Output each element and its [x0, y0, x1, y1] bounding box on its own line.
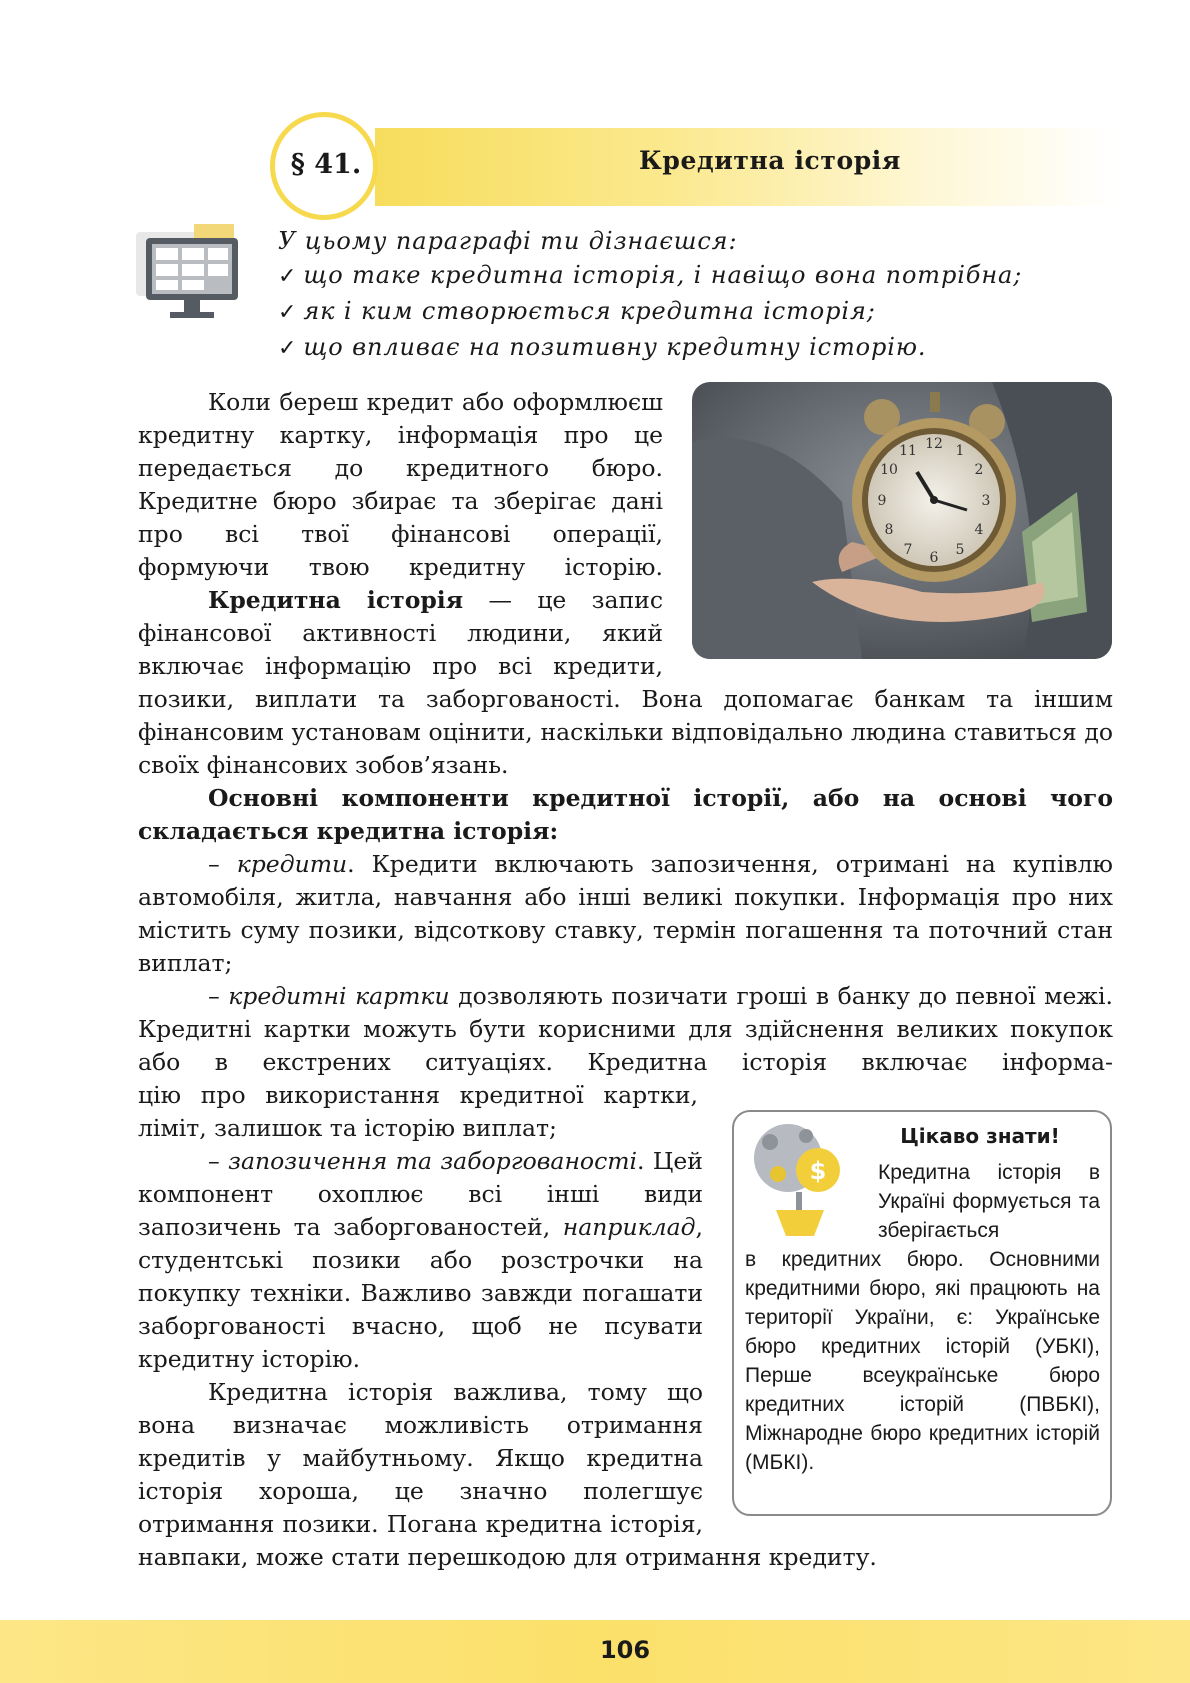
paragraph-definition-cont: позики, виплати та заборгованості. Вона допомагає банкам та іншим фінансовим установам оцінити, наскільки відповідально людина ставиться до своїх фінансових зобов’язань.: [138, 685, 1113, 779]
svg-text:4: 4: [974, 522, 984, 538]
svg-text:2: 2: [974, 462, 984, 478]
intro-item: ✓ що впливає на позитивну кредитну історію.: [278, 333, 927, 361]
svg-text:$: $: [809, 1157, 827, 1185]
svg-text:9: 9: [877, 493, 887, 509]
check-icon: ✓: [278, 300, 298, 325]
svg-text:5: 5: [955, 542, 965, 558]
intro-item: ✓ як і ким створюється кредитна історія;: [278, 297, 876, 325]
info-box-title: Цікаво знати!: [900, 1124, 1060, 1148]
paragraph-importance-cont: навпаки, може стати перешкодою для отримання кредиту.: [138, 1543, 877, 1571]
check-icon: ✓: [278, 264, 298, 289]
monitor-icon: [132, 224, 250, 324]
intro-item: ✓ що таке кредитна історія, і навіщо вона потрібна;: [278, 261, 1023, 289]
intro-list: [278, 224, 1058, 366]
list-item-credit-cards-cont: цію про використання кредитної картки, ліміт, залишок та історію виплат;: [138, 1081, 698, 1142]
alarm-clock-money-photo: [692, 382, 1112, 659]
svg-text:7: 7: [903, 542, 913, 558]
svg-text:1: 1: [955, 443, 965, 459]
check-icon: ✓: [278, 336, 298, 361]
intro-heading: У цьому параграфі ти дізнаєшся:: [278, 227, 738, 255]
paragraph-importance: Кредитна історія важлива, тому що вона визначає можливість отримання кредитів у майбутньому. Якщо кредитна історія хороша, це значно полегшує отримання позики. Погана кредитна історія,: [138, 1378, 703, 1538]
list-item-credits: – кредити. Кредити включають запозичення, отримані на купівлю автомобіля, житла, навчання або інші великі покупки. Інформація про них містить суму позики, відсоткову ставку, термін погашення та поточний стан виплат;: [138, 850, 1113, 977]
paragraph-components-heading: Основні компоненти кредитної історії, або на основі чого складається кредитна історія:: [138, 784, 1113, 845]
svg-text:3: 3: [981, 493, 991, 509]
svg-text:10: 10: [880, 462, 898, 478]
money-plant-icon: [748, 1118, 858, 1240]
svg-text:12: 12: [925, 436, 943, 452]
paragraph-intro: Коли береш кредит або оформлюєш кредитну картку, інформація про це передається до кредитного бюро. Кредитне бюро збирає та зберігає дані про всі твої фінансові операції, формуючи твою кредитну історію.: [138, 388, 663, 581]
section-number: § 41.: [290, 149, 362, 180]
svg-text:11: 11: [899, 443, 917, 459]
section-title: Кредитна історія: [639, 146, 901, 175]
list-item-credit-cards: – кредитні картки дозволяють позичати гроші в банку до певної межі. Кредитні картки можуть бути корисними для здійснення великих покупок або в екстрених ситуаціях. Кредитна історія включає інформа-: [138, 982, 1113, 1076]
info-box-text: Кредитна історія в Україні формується та зберігається: [878, 1161, 1100, 1242]
list-item-loans-debts: – запозичення та заборгованості. Цей компонент охоплює всі інші види запозичень та заборгованостей, наприклад, студентські позики або розстрочки на покупку техніки. Важливо завжди погашати заборгованості вчасно, щоб не псувати кредитну історію.: [138, 1147, 703, 1373]
term-credit-history: Кредитна історія: [208, 586, 464, 614]
info-box-text-cont: в кредитних бюро. Основними кредитними бюро, які працюють на території України, є: Українське бюро кредитних історій (УБКІ), Перше всеукраїнське бюро кредитних історій (ПВБКІ), Міжнародне бюро кредитних історій (МБКІ).: [745, 1248, 1100, 1474]
page-number: 106: [599, 1636, 651, 1664]
paragraph-definition: Кредитна історія — це запис фінансової активності людини, який включає інформацію про всі кредити,: [138, 586, 664, 680]
svg-text:8: 8: [884, 522, 894, 538]
svg-text:6: 6: [929, 550, 939, 566]
